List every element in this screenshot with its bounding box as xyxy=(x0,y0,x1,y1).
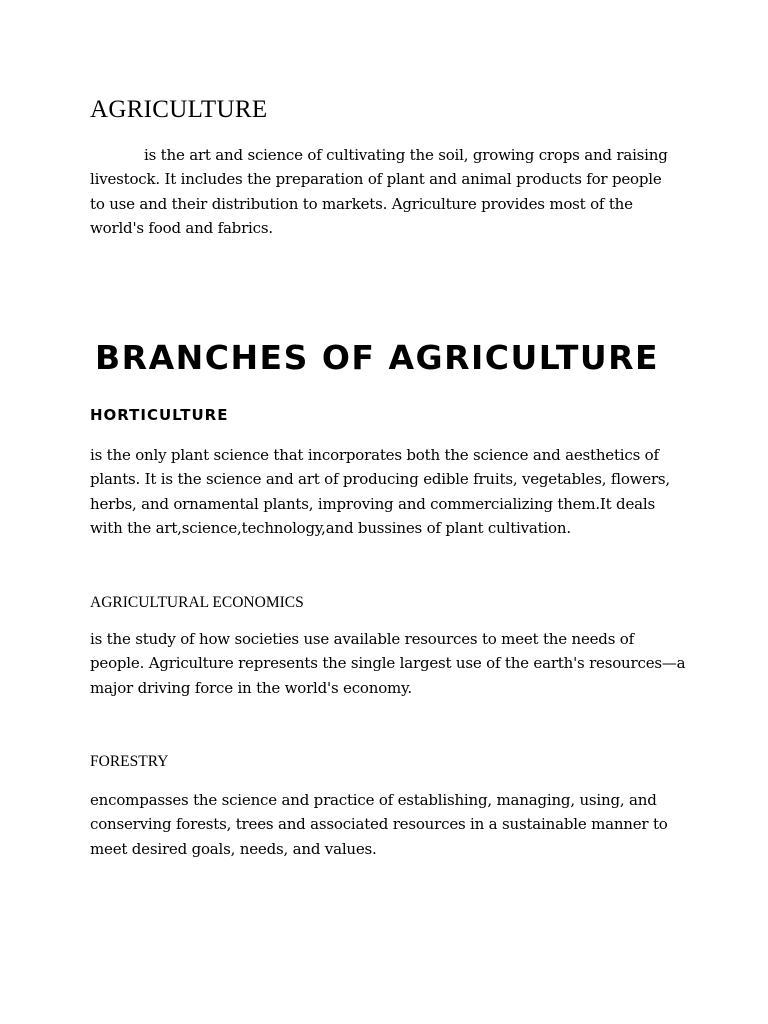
section-title-agricultural-economics: AGRICULTURAL ECONOMICS xyxy=(90,594,304,611)
intro-paragraph: is the art and science of cultivating the soil, growing crops and raising livestock. It includes the preparation of plant and animal products for people to use and their distribution to markets. Agriculture provides most of the world's food and fabrics. xyxy=(90,146,668,237)
document-title: AGRICULTURE xyxy=(90,96,268,123)
section-text-agricultural-economics: is the study of how societies use available resources to meet the needs of people. Agriculture represents the single largest use of the earth's resources—a major driving force in the world's economy. xyxy=(90,630,686,697)
section-text-horticulture: is the only plant science that incorporates both the science and aesthetics of plants. It is the science and art of producing edible fruits, vegetables, flowers, herbs, and ornamental plants, improving and commercializing them.It deals with the art,science,technology,and bussines of plant cultivation. xyxy=(90,446,670,537)
section-title-horticulture: HORTICULTURE xyxy=(90,406,229,424)
section-title-forestry: FORESTRY xyxy=(90,753,169,770)
section-text-forestry: encompasses the science and practice of establishing, managing, using, and conserving forests, trees and associated resources in a sustainable manner to meet desired goals, needs, and values. xyxy=(90,791,668,858)
branches-heading: BRANCHES OF AGRICULTURE xyxy=(95,338,660,377)
